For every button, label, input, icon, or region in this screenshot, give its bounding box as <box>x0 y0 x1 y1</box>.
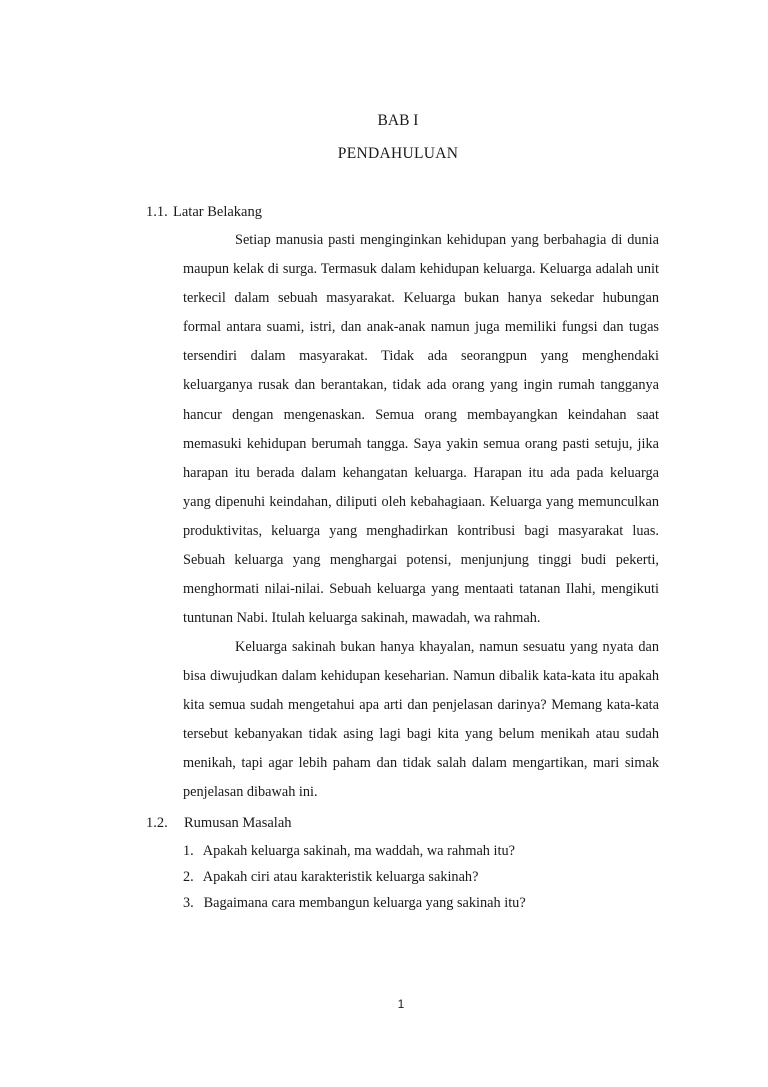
list-item <box>183 890 526 916</box>
section-title: Rumusan Masalah <box>184 815 292 831</box>
section-heading-rumusan-masalah <box>146 815 292 832</box>
list-item-number: 3. <box>183 895 194 911</box>
chapter-title: PENDAHULUAN <box>337 145 459 162</box>
paragraph-text: Keluarga sakinah bukan hanya khayalan, namun sesuatu yang nyata dan bisa diwujudkan dalam kehidupan keseharian. Namun dibalik kata-kata itu apakah kita semua sudah mengetahui apa arti dan penjelasan darinya? Memang kata-kata tersebut kebanyakan tidak asing lagi bagi kita yang belum menikah atau sudah menikah, tapi agar lebih paham dan tidak salah dalam mengartikan, mari simak penjelasan dibawah ini. <box>183 639 659 801</box>
section-number: 1.2. <box>146 815 168 831</box>
section-title: Latar Belakang <box>173 204 262 220</box>
list-item-text: Bagaimana cara membangun keluarga yang sakinah itu? <box>203 895 526 911</box>
paragraph <box>183 633 659 808</box>
section-heading-latar-belakang <box>146 204 262 221</box>
paragraph-text: Setiap manusia pasti menginginkan kehidupan yang berbahagia di dunia maupun kelak di surga. Termasuk dalam kehidupan keluarga. Keluarga adalah unit terkecil dalam sebuah masyarakat. Keluarga bukan hanya sekedar hubungan formal antara suami, istri, dan anak-anak namun juga memiliki fungsi dan tugas tersendiri dalam masyarakat. Tidak ada seorangpun yang menghendaki keluarganya rusak dan berantakan, tidak ada orang yang ingin rumah tangganya hancur dengan mengenaskan. Semua orang membayangkan keindahan saat memasuki kehidupan berumah tangga. Saya yakin semua orang pasti setuju, jika harapan itu berada dalam kehangatan keluarga. Harapan itu ada pada keluarga yang dipenuhi keindahan, diliputi oleh kebahagiaan. Keluarga yang memunculkan produktivitas, keluarga yang menghadirkan kontribusi bagi masyarakat luas. Sebuah keluarga yang menghargai potensi, menjunjung tinggi budi pekerti, menghormati nilai-nilai. Sebuah keluarga yang mentaati tatanan Ilahi, mengikuti tuntunan Nabi. Itulah keluarga sakinah, mawadah, wa rahmah. <box>183 232 659 627</box>
chapter-number: BAB I <box>377 112 419 129</box>
problem-list <box>183 838 526 916</box>
list-item-text: Apakah ciri atau karakteristik keluarga sakinah? <box>202 869 479 885</box>
section-number: 1.1. <box>146 204 168 220</box>
list-item-number: 2. <box>183 869 194 885</box>
list-item-number: 1. <box>183 843 194 859</box>
list-item-text: Apakah keluarga sakinah, ma waddah, wa rahmah itu? <box>202 843 515 859</box>
page-number: 1 <box>397 997 405 1011</box>
paragraph <box>183 226 659 633</box>
list-item <box>183 838 526 864</box>
list-item <box>183 864 526 890</box>
